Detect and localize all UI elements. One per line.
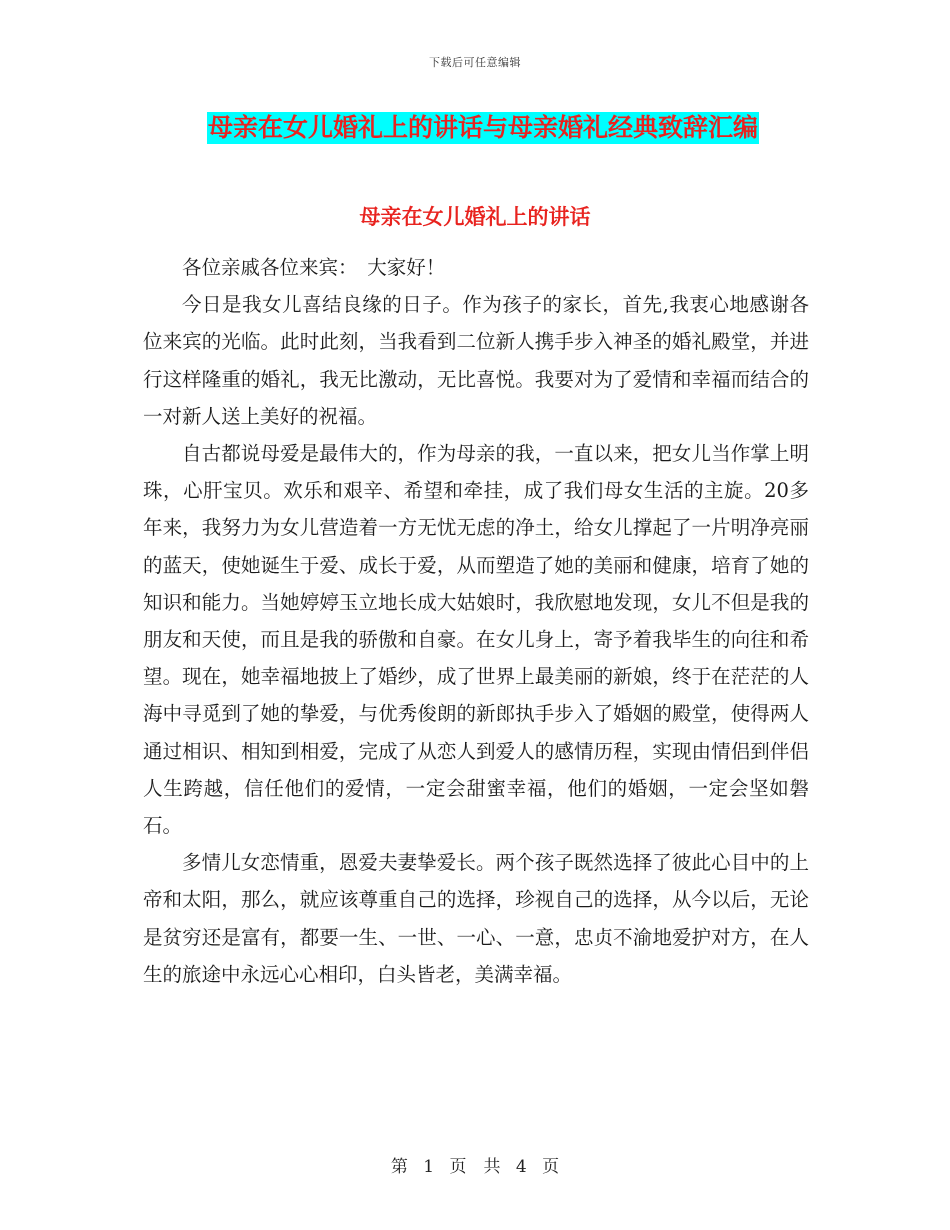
- paragraph: 今日是我女儿喜结良缘的日子。作为孩子的家长，首先,我衷心地感谢各位来宾的光临。此时此刻，当我看到二位新人携手步入神圣的婚礼殿堂，并进行这样隆重的婚礼，我无比激动，无比喜悦。我要对为了爱情和幸福而结合的一对新人送上美好的祝福。: [143, 293, 809, 428]
- document-body: [143, 249, 809, 993]
- header-note: 下载后可任意编辑: [429, 56, 521, 69]
- page-footer: [0, 1152, 950, 1177]
- paragraph-greeting: 各位亲戚各位来宾： 大家好！: [182, 256, 446, 279]
- page-label-mid: 页 共: [449, 1157, 501, 1177]
- total-pages-number: 4: [515, 1157, 527, 1177]
- current-page-number: 1: [423, 1157, 435, 1177]
- main-title: 母亲在女儿婚礼上的讲话与母亲婚礼经典致辞汇编: [208, 113, 759, 142]
- page-label-prefix: 第: [390, 1157, 408, 1177]
- page-label-suffix: 页: [542, 1157, 560, 1177]
- paragraph: 自古都说母爱是最伟大的，作为母亲的我，一直以来，把女儿当作掌上明珠，心肝宝贝。欢乐和艰辛、希望和牵挂，成了我们母女生活的主旋。20多年来，我努力为女儿营造着一方无忧无虑的净土，给女儿撑起了一片明净亮丽的蓝天，使她诞生于爱、成长于爱，从而塑造了她的美丽和健康，培育了她的知识和能力。当她婷婷玉立地长成大姑娘时，我欣慰地发现，女儿不但是我的朋友和天使，而且是我的骄傲和自豪。在女儿身上，寄予着我毕生的向往和希望。现在，她幸福地披上了婚纱，成了世界上最美丽的新娘，终于在茫茫的人海中寻觅到了她的挚爱，与优秀俊朗的新郎执手步入了婚姻的殿堂，使得两人通过相识、相知到相爱，完成了从恋人到爱人的感情历程，实现由情侣到伴侣人生跨越，信任他们的爱情，一定会甜蜜幸福，他们的婚姻，一定会坚如磐石。: [143, 442, 809, 838]
- paragraph: 多情儿女恋情重，恩爱夫妻挚爱长。两个孩子既然选择了彼此心目中的上帝和太阳，那么，就应该尊重自己的选择，珍视自己的选择，从今以后，无论是贫穷还是富有，都要一生、一世、一心、一意，忠贞不渝地爱护对方，在人生的旅途中永远心心相印，白头皆老，美满幸福。: [143, 851, 809, 986]
- main-title-container: [207, 112, 759, 144]
- section-title: 母亲在女儿婚礼上的讲话: [359, 205, 591, 229]
